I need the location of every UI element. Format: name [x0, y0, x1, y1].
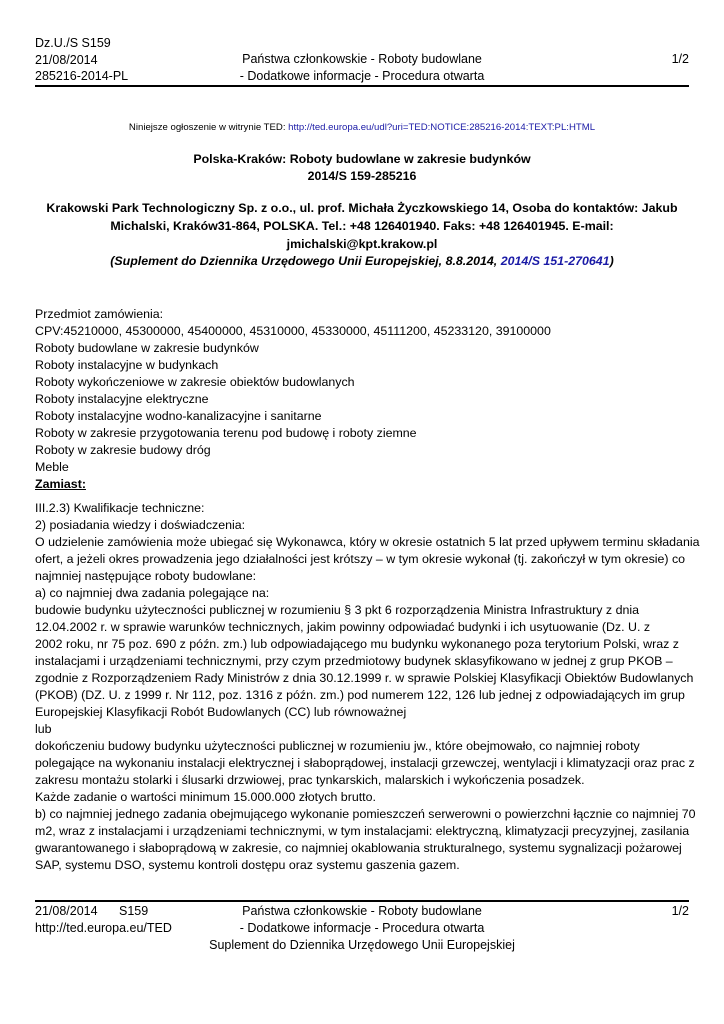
footer-date: 21/08/2014: [35, 904, 98, 918]
section-line: III.2.3) Kwalifikacje techniczne:: [35, 501, 205, 515]
section-line: budowie budynku użyteczności publicznej w rozumieniu § 3 pkt 6 rozporządzenia Ministra Infrastruktury z dnia: [35, 603, 640, 617]
supplement-prefix: (Suplement do Dziennika Urzędowego Unii Europejskiej, 8.8.2014,: [110, 254, 501, 268]
supplement-reference: [0, 254, 724, 268]
ted-notice-link[interactable]: http://ted.europa.eu/udl?uri=TED:NOTICE:285216-2014:TEXT:PL:HTML: [288, 122, 596, 133]
subject-item: Roboty instalacyjne w budynkach: [35, 358, 219, 372]
header-notice-number: 285216-2014-PL: [35, 69, 129, 83]
supplement-link[interactable]: 2014/S 151-270641: [500, 254, 610, 268]
section-line: Każde zadanie o wartości minimum 15.000.000 złotych brutto.: [35, 790, 376, 804]
ted-notice-prefix: Niniejsze ogłoszenie w witrynie TED:: [128, 122, 289, 133]
notice-title: [0, 151, 724, 185]
header-page-number: 1/2: [671, 52, 689, 66]
subject-item: Roboty budowlane w zakresie budynków: [35, 341, 259, 355]
header-center: [35, 51, 689, 84]
subject-heading: Przedmiot zamówienia:: [35, 307, 164, 321]
header-journal-ref: Dz.U./S S159: [35, 36, 111, 50]
footer-center: [35, 903, 689, 954]
section-line: najmniej następujące roboty budowlane:: [35, 569, 257, 583]
section-line: dokończeniu budowy budynku użyteczności publicznej w rozumieniu jw., które obejmowało, co najmniej roboty: [35, 739, 640, 753]
subject-section: [35, 306, 695, 493]
section-line: m2, wraz z instalacjami i urządzeniami technicznymi, w tym instalacjami: elektryczną, klimatyzacji precyzyjnej, zasilania: [35, 824, 690, 838]
footer-supplement: Suplement do Dziennika Urzędowego Unii Europejskiej: [209, 938, 515, 952]
instead-label: Zamiast:: [35, 477, 86, 491]
subject-item: Roboty w zakresie budowy dróg: [35, 443, 211, 457]
section-line: lub: [35, 722, 52, 736]
section-line: instalacjami i urządzeniami technicznymi, przy czym przedmiotowy budynek sklasyfikowano w jednej z grup PKOB –: [35, 654, 673, 668]
header-divider: [35, 85, 689, 87]
section-line: 2) posiadania wiedzy i doświadczenia:: [35, 518, 246, 532]
footer-category-line1: Państwa członkowskie - Roboty budowlane: [242, 904, 482, 918]
footer-issue: S159: [119, 904, 149, 918]
section-line: ofert, a jeżeli okres prowadzenia jego działalności jest krótszy – w tym okresie wykonał (tj. zakończył w tym okresie) co: [35, 552, 686, 566]
subject-item: Meble: [35, 460, 69, 474]
footer-category-line2: - Dodatkowe informacje - Procedura otwarta: [239, 921, 485, 935]
authority-line2: Michalski, Kraków31-864, POLSKA. Tel.: +48 126401940. Faks: +48 126401945. E-mail: jmichalski@kpt.krakow.pl: [110, 219, 614, 251]
footer-url: http://ted.europa.eu/TED: [35, 921, 172, 935]
footer-divider: [35, 900, 689, 902]
section-line: a) co najmniej dwa zadania polegające na:: [35, 586, 270, 600]
header-date: 21/08/2014: [35, 52, 98, 67]
notice-title-line2: 2014/S 159-285216: [307, 169, 417, 183]
section-line: 12.04.2002 r. w sprawie warunków technicznych, jakim powinny odpowiadać budynki i ich usytuowanie (Dz. U. z: [35, 620, 651, 634]
cpv-codes: CPV:45210000, 45300000, 45400000, 45310000, 45330000, 45111200, 45233120, 39100000: [35, 324, 551, 338]
section-line: (PKOB) (DZ. U. z 1999 r. Nr 112, poz. 1316 z późn. zm.) pod numerem 122, 126 lub jednej z odpowiadających im grup: [35, 688, 685, 702]
footer-page-number: 1/2: [671, 904, 689, 918]
ted-notice: [0, 122, 724, 133]
section-line: Europejskiej Klasyfikacji Robót Budowlanych (CC) lub równoważnej: [35, 705, 407, 719]
contracting-authority: [35, 199, 689, 253]
header-category-line2: - Dodatkowe informacje - Procedura otwarta: [239, 68, 485, 83]
section-line: SAP, systemu DSO, systemu kontroli dostępu oraz systemu gaszenia gazem.: [35, 858, 460, 872]
subject-item: Roboty w zakresie przygotowania terenu pod budowę i roboty ziemne: [35, 426, 417, 440]
subject-item: Roboty instalacyjne wodno-kanalizacyjne i sanitarne: [35, 409, 322, 423]
section-line: zakresu montażu stolarki i ślusarki drzwiowej, prac tynkarskich, malarskich i wykończenia posadzek.: [35, 773, 585, 787]
notice-title-line1: Polska-Kraków: Roboty budowlane w zakresie budynków: [193, 152, 531, 166]
header-category-line1: Państwa członkowskie - Roboty budowlane: [242, 52, 482, 66]
section-line: polegające na wykonaniu instalacji elektrycznej i słaboprądowej, instalacji grzewczej, wentylacji i klimatyzacji oraz prac z: [35, 756, 695, 770]
supplement-suffix: ): [609, 254, 614, 268]
section-line: O udzielenie zamówienia może ubiegać się Wykonawca, który w okresie ostatnich 5 lat przed upływem terminu składania: [35, 535, 700, 549]
subject-item: Roboty instalacyjne elektryczne: [35, 392, 209, 406]
section-line: b) co najmniej jednego zadania obejmującego wykonanie pomieszczeń serwerowni o powierzchni łącznie co najmniej 70: [35, 807, 696, 821]
authority-line1: Krakowski Park Technologiczny Sp. z o.o., ul. prof. Michała Życzkowskiego 14, Osoba do kontaktów: Jakub: [46, 201, 678, 215]
subject-item: Roboty wykończeniowe w zakresie obiektów budowlanych: [35, 375, 355, 389]
section-line: gwarantowanego i słaboprądową w zakresie, co najmniej okablowania strukturalnego, systemu sygnalizacji pożarowej: [35, 841, 682, 855]
section-line: zgodnie z Rozporządzeniem Rady Ministrów z dnia 30.12.1999 r. w sprawie Polskiej Klasyfikacji Obiektów Budowlanych: [35, 671, 694, 685]
technical-qualifications-section: [35, 500, 700, 874]
section-line: 2002 roku, nr 75 poz. 690 z późn. zm.) lub odpowiadającego mu budynku wykonanego poza terytorium Polski, wraz z: [35, 637, 679, 651]
